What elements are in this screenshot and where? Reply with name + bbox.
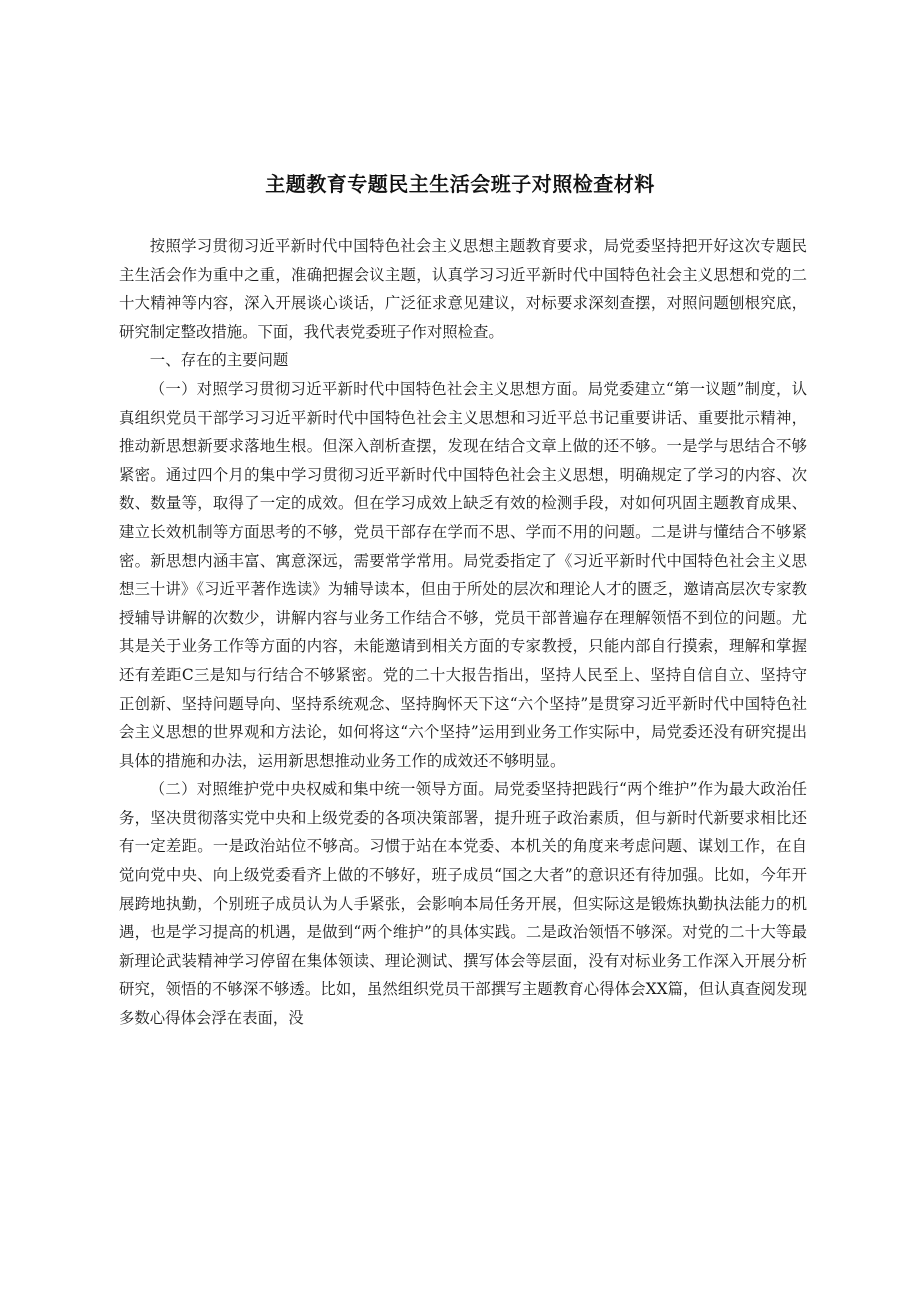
intro-paragraph: 按照学习贯彻习近平新时代中国特色社会主义思想主题教育要求，局党委坚持把开好这次专题民主生活会作为重中之重，准确把握会议主题，认真学习习近平新时代中国特色社会主义思想和党的二十大精神等内容，深入开展谈心谈话，广泛征求意见建议，对标要求深刻查摆，对照问题刨根究底，研究制定整改措施。下面，我代表党委班子作对照检查。: [119, 237, 807, 341]
document-body: [119, 232, 807, 1033]
section-1-paragraph: （一）对照学习贯彻习近平新时代中国特色社会主义思想方面。局党委建立“第一议题”制度，认真组织党员干部学习习近平新时代中国特色社会主义思想和习近平总书记重要讲话、重要批示精神，推动新思想新要求落地生根。但深入剖析查摆，发现在结合文章上做的还不够。一是学与思结合不够紧密。通过四个月的集中学习贯彻习近平新时代中国特色社会主义思想，明确规定了学习的内容、次数、数量等，取得了一定的成效。但在学习成效上缺乏有效的检测手段，对如何巩固主题教育成果、建立长效机制等方面思考的不够，党员干部存在学而不思、学而不用的问题。二是讲与懂结合不够紧密。新思想内涵丰富、寓意深远，需要常学常用。局党委指定了《习近平新时代中国特色社会主义思想三十讲》《习近平著作选读》为辅导读本，但由于所处的层次和理论人才的匮乏，邀请高层次专家教授辅导讲解的次数少，讲解内容与业务工作结合不够，党员干部普遍存在理解领悟不到位的问题。尤其是关于业务工作等方面的内容，未能邀请到相关方面的专家教授，只能内部自行摸索，理解和掌握还有差距C三是知与行结合不够紧密。党的二十大报告指出，坚持人民至上、坚持自信自立、坚持守正创新、坚持问题导向、坚持系统观念、坚持胸怀天下这“六个坚持”是贯穿习近平新时代中国特色社会主义思想的世界观和方法论，如何将这“六个坚持”运用到业务工作实际中，局党委还没有研究提出具体的措施和办法，运用新思想推动业务工作的成效还不够明显。: [119, 379, 807, 770]
document-title: 主题教育专题民主生活会班子对照检查材料: [265, 172, 655, 196]
section-2-paragraph: （二）对照维护党中央权威和集中统一领导方面。局党委坚持把践行“两个维护”作为最大政治任务，坚决贯彻落实党中央和上级党委的各项决策部署，提升班子政治素质，但与新时代新要求相比还有一定差距。一是政治站位不够高。习惯于站在本党委、本机关的角度来考虑问题、谋划工作，在自觉向党中央、向上级党委看齐上做的不够好，班子成员“国之大者”的意识还有待加强。比如，今年开展跨地执勤，个别班子成员认为人手紧张，会影响本局任务开展，但实际这是锻炼执勤执法能力的机遇，也是学习提高的机遇，是做到“两个维护”的具体实践。二是政治领悟不够深。对党的二十大等最新理论武装精神学习停留在集体领读、理论测试、撰写体会等层面，没有对标业务工作深入开展分析研究，领悟的不够深不够透。比如，虽然组织党员干部撰写主题教育心得体会XX篇，但认真查阅发现多数心得体会浮在表面，没: [119, 780, 807, 1028]
section-heading: 一、存在的主要问题: [149, 351, 289, 370]
